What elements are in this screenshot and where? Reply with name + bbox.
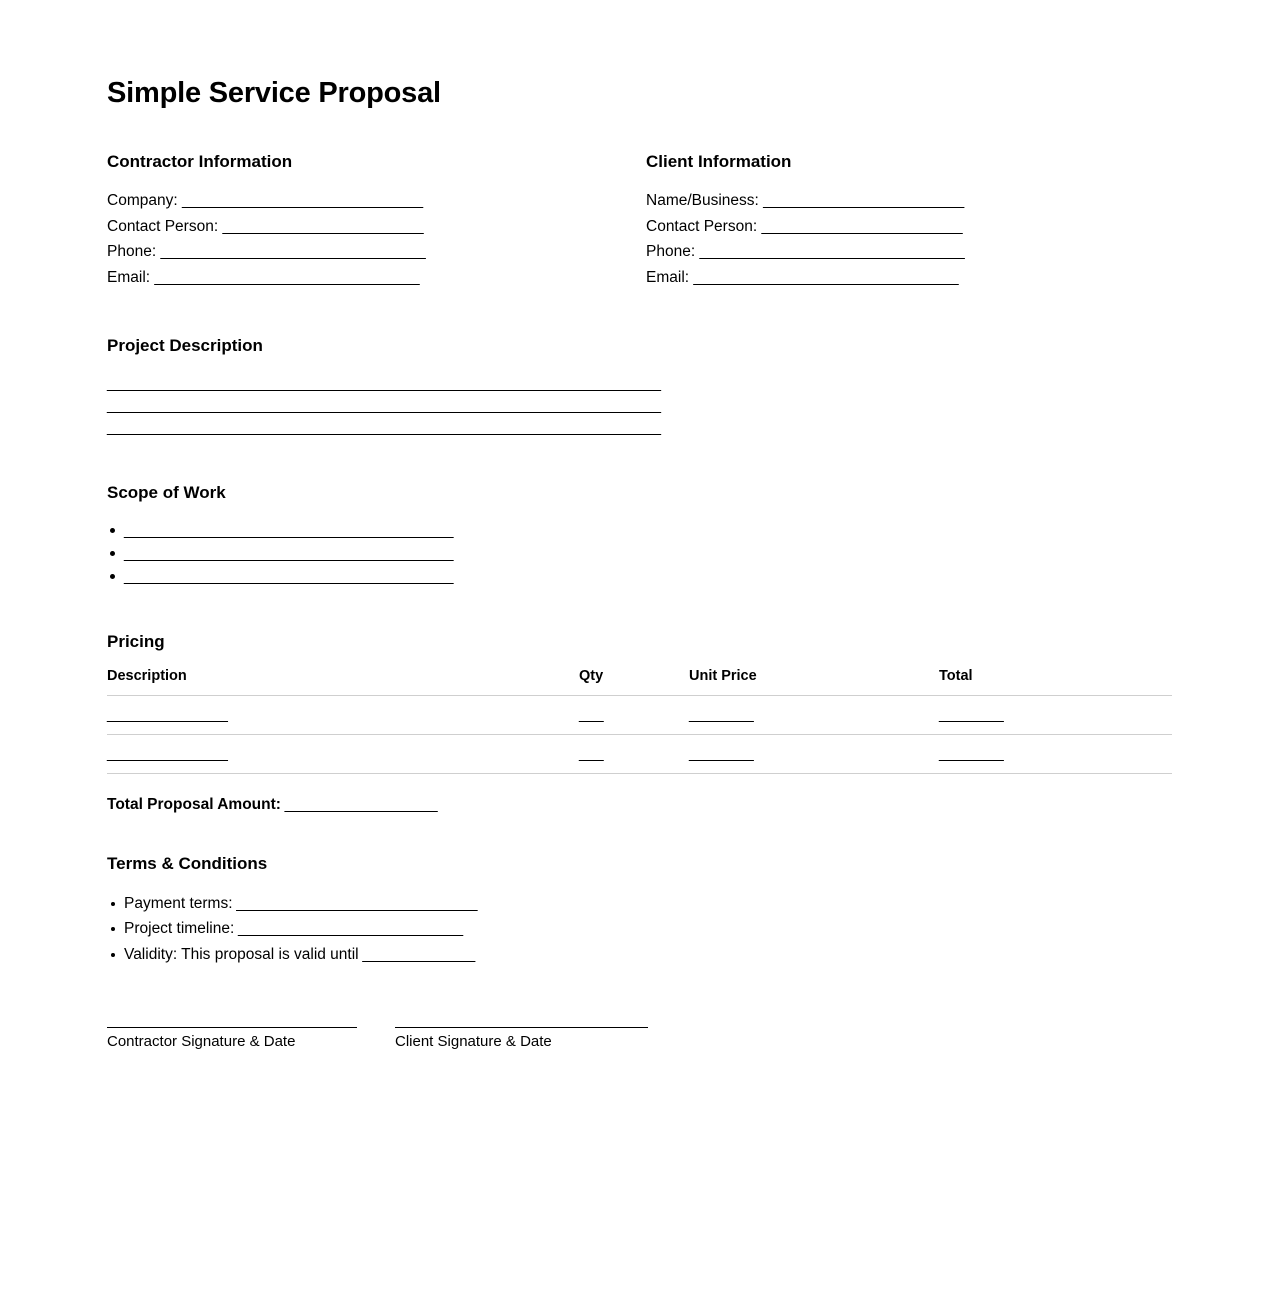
column-header-unit-price: Unit Price: [689, 668, 939, 696]
cell-unit-price[interactable]: ________: [689, 735, 939, 774]
list-item: [107, 916, 1172, 942]
scope-of-work-list: [107, 519, 1172, 588]
terms-and-conditions-section: [107, 854, 1172, 967]
project-description-lines: [107, 373, 1172, 439]
project-description-heading: Project Description: [107, 336, 263, 356]
total-proposal-amount-label: Total Proposal Amount:: [107, 796, 281, 814]
contractor-signature-line[interactable]: [107, 1027, 357, 1028]
validity-input[interactable]: ______________: [358, 945, 475, 963]
table-header-row: [107, 668, 1172, 696]
project-description-line[interactable]: _____________________________________________________________________: [107, 374, 661, 392]
list-item: [107, 942, 1172, 968]
column-header-qty: Qty: [579, 668, 689, 696]
project-description-line[interactable]: _____________________________________________________________________: [107, 396, 661, 414]
list-item[interactable]: _________________________________________: [107, 519, 1172, 542]
contractor-signature-block: [107, 1027, 357, 1052]
pricing-heading: Pricing: [107, 632, 165, 652]
table-row: [107, 696, 1172, 735]
contractor-phone-label: Phone:: [107, 243, 157, 261]
payment-terms-input[interactable]: ______________________________: [232, 894, 477, 912]
list-item[interactable]: _________________________________________: [107, 565, 1172, 588]
contractor-company-label: Company:: [107, 192, 178, 210]
client-name-business-input[interactable]: _________________________: [763, 192, 964, 210]
project-description-line[interactable]: _____________________________________________________________________: [107, 418, 661, 436]
validity-label: Validity: This proposal is valid until: [124, 945, 359, 963]
contractor-phone-field: [107, 239, 627, 265]
contractor-email-input[interactable]: _________________________________: [154, 268, 420, 286]
contractor-signature-label: Contractor Signature & Date: [107, 1033, 296, 1051]
total-proposal-amount-input[interactable]: ___________________: [280, 796, 438, 814]
scope-of-work-heading: Scope of Work: [107, 482, 226, 502]
scope-of-work-section: [107, 483, 1172, 588]
cell-description[interactable]: _______________: [107, 735, 579, 774]
cell-total[interactable]: ________: [939, 735, 1172, 774]
list-item[interactable]: _________________________________________: [107, 542, 1172, 565]
client-information-heading: Client Information: [646, 151, 792, 171]
table-row: [107, 735, 1172, 774]
contractor-email-field: [107, 265, 627, 291]
client-signature-block: [395, 1027, 648, 1052]
total-proposal-amount-row: [107, 796, 1172, 814]
terms-and-conditions-heading: Terms & Conditions: [107, 854, 268, 874]
project-description-section: [107, 336, 1172, 438]
cell-qty[interactable]: ___: [579, 735, 689, 774]
terms-and-conditions-list: [107, 891, 1172, 968]
client-email-input[interactable]: _________________________________: [693, 268, 959, 286]
column-header-total: Total: [939, 668, 1172, 696]
cell-total[interactable]: ________: [939, 696, 1172, 735]
column-header-description: Description: [107, 668, 579, 696]
cell-unit-price[interactable]: ________: [689, 696, 939, 735]
contractor-information-section: [107, 152, 627, 290]
contractor-email-label: Email:: [107, 268, 151, 286]
contractor-company-field: [107, 188, 627, 214]
project-timeline-label: Project timeline:: [124, 920, 235, 938]
page-title: Simple Service Proposal: [107, 77, 441, 109]
signature-section: [107, 1027, 1172, 1052]
pricing-section: [107, 632, 1172, 814]
client-contact-person-label: Contact Person:: [646, 217, 758, 235]
client-information-section: [646, 152, 1166, 290]
contractor-contact-person-input[interactable]: _________________________: [222, 217, 423, 235]
document-content: [107, 78, 1172, 1052]
contractor-contact-person-label: Contact Person:: [107, 217, 219, 235]
client-signature-label: Client Signature & Date: [395, 1033, 552, 1051]
client-name-business-label: Name/Business:: [646, 192, 759, 210]
payment-terms-label: Payment terms:: [124, 894, 233, 912]
cell-description[interactable]: _______________: [107, 696, 579, 735]
client-signature-line[interactable]: [395, 1027, 648, 1028]
project-timeline-input[interactable]: ____________________________: [234, 920, 463, 938]
client-email-field: [646, 265, 1166, 291]
client-phone-field: [646, 239, 1166, 265]
cell-qty[interactable]: ___: [579, 696, 689, 735]
list-item: [107, 891, 1172, 917]
contractor-contact-person-field: [107, 214, 627, 240]
contractor-phone-input[interactable]: _________________________________: [160, 243, 426, 261]
pricing-table: [107, 668, 1172, 774]
contractor-company-input[interactable]: ______________________________: [181, 192, 423, 210]
information-columns: [107, 152, 1172, 290]
client-phone-input[interactable]: _________________________________: [699, 243, 965, 261]
client-email-label: Email:: [646, 268, 690, 286]
client-contact-person-input[interactable]: _________________________: [761, 217, 962, 235]
client-contact-person-field: [646, 214, 1166, 240]
contractor-information-heading: Contractor Information: [107, 151, 293, 171]
client-phone-label: Phone:: [646, 243, 696, 261]
client-name-business-field: [646, 188, 1166, 214]
